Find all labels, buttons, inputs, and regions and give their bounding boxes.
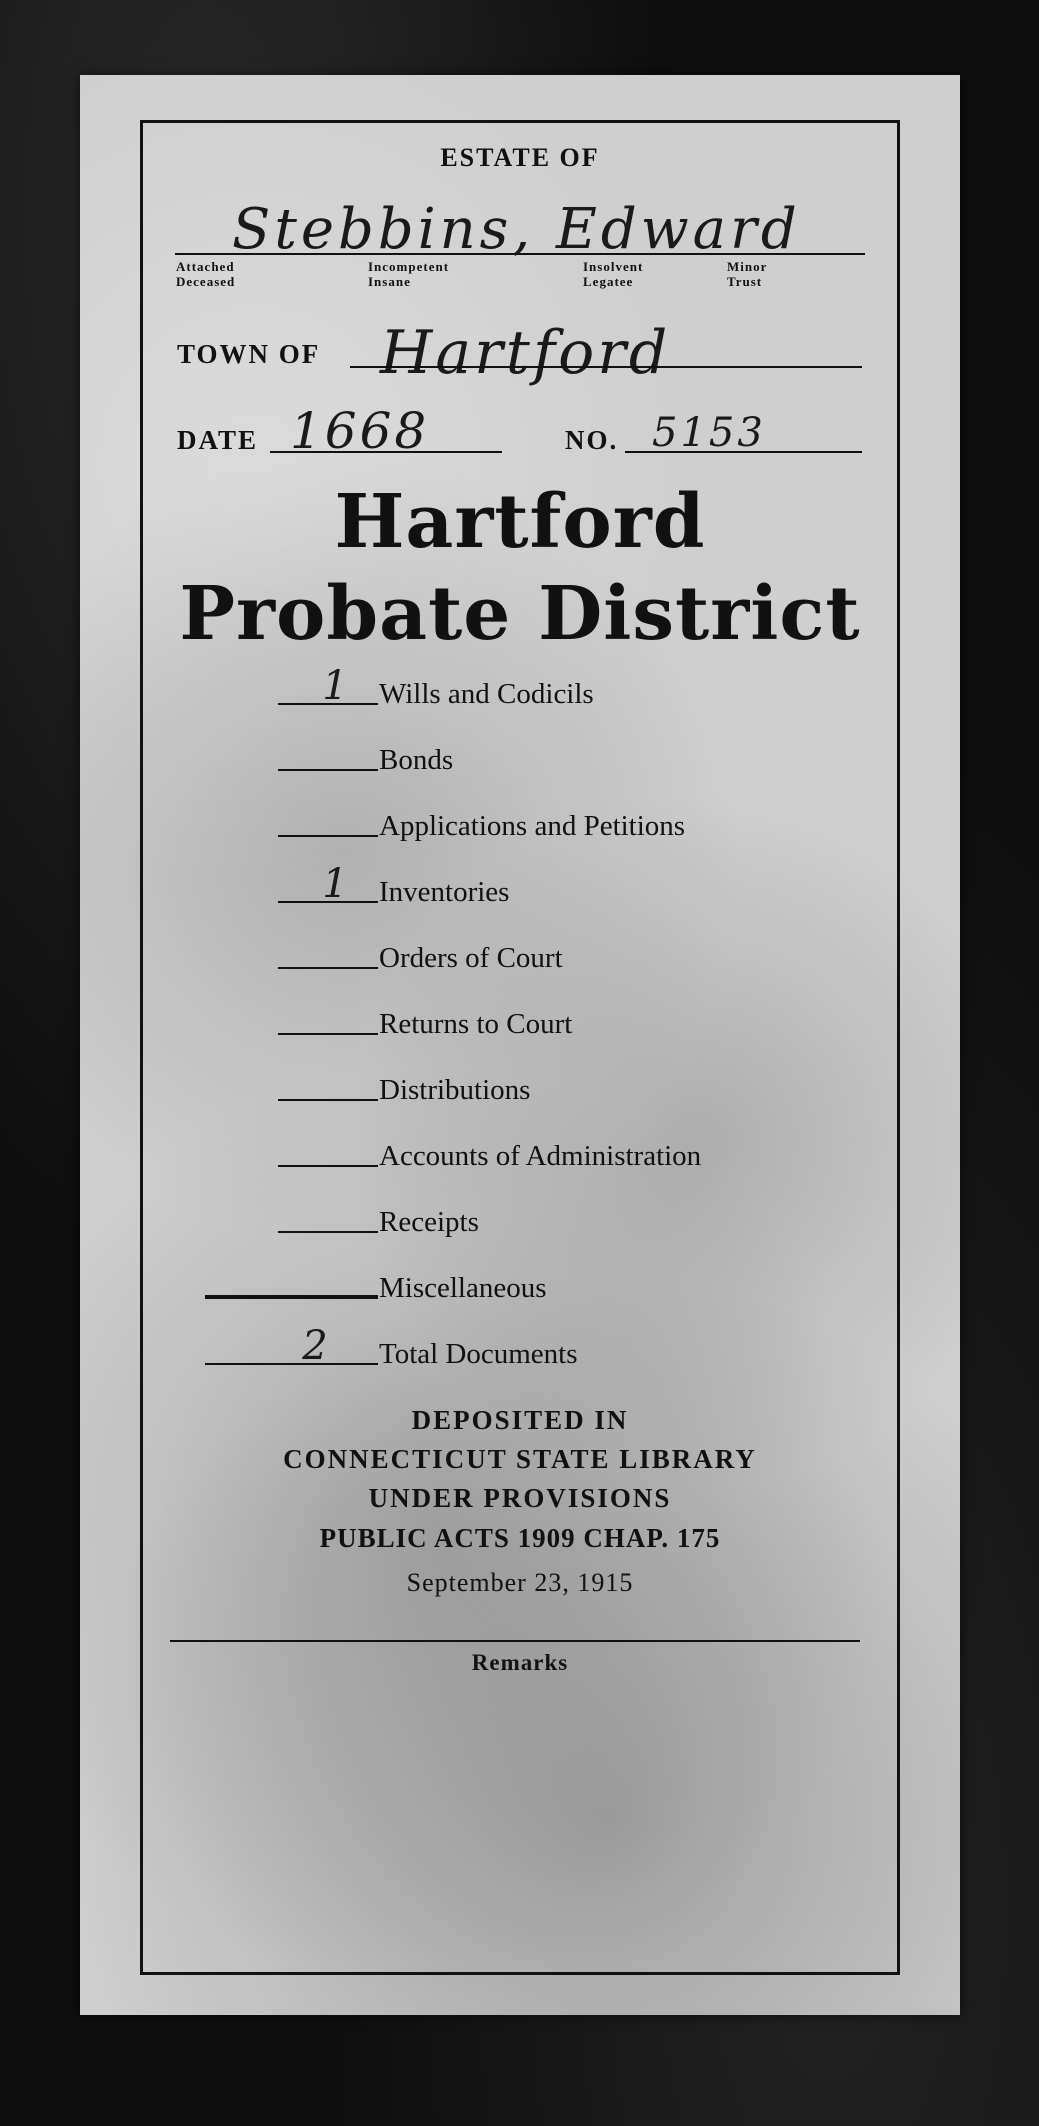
document-row [0, 1325, 900, 1375]
title-probate-district: Probate District [179, 571, 861, 657]
document-count-blank [205, 1295, 378, 1299]
document-row [0, 1193, 900, 1243]
town-label: TOWN OF [177, 339, 321, 369]
deposit-line2: CONNECTICUT STATE LIBRARY [283, 1444, 757, 1474]
document-count-blank [278, 1165, 378, 1167]
document-row [0, 863, 900, 913]
no-rule [625, 451, 862, 453]
remarks-divider [170, 1640, 860, 1642]
document-count-blank [278, 1231, 378, 1233]
document-label: Accounts of Administration [379, 1140, 702, 1172]
document-row [0, 1259, 900, 1309]
document-label: Miscellaneous [379, 1272, 547, 1304]
card-border [140, 120, 900, 1975]
estate-name: Stebbins, Edward [232, 197, 801, 262]
deposit-line3: UNDER PROVISIONS [368, 1483, 672, 1513]
document-count: 1 [322, 663, 348, 709]
deposit-line4: PUBLIC ACTS 1909 CHAP. 175 [319, 1523, 721, 1553]
document-count-blank [278, 769, 378, 771]
document-row [0, 1061, 900, 1111]
document-row [0, 995, 900, 1045]
document-count-blank [278, 967, 378, 969]
document-row [0, 665, 900, 715]
status-labels-minor: Minor Trust [727, 259, 768, 289]
title-hartford: Hartford [334, 479, 706, 565]
document-label: Applications and Petitions [379, 810, 686, 842]
no-label: NO. [565, 425, 619, 455]
deposit-date: September 23, 1915 [406, 1568, 634, 1597]
document-label: Total Documents [379, 1338, 578, 1370]
deposit-line1: DEPOSITED IN [411, 1405, 629, 1435]
town-value: Hartford [380, 318, 671, 388]
status-labels-incompetent: Incompetent Insane [368, 259, 450, 289]
estate-of-label: ESTATE OF [440, 143, 600, 172]
document-row [0, 1127, 900, 1177]
document-label: Orders of Court [379, 942, 563, 974]
document-row [0, 797, 900, 847]
date-rule [270, 451, 502, 453]
town-rule [350, 366, 862, 368]
document-label: Returns to Court [379, 1008, 573, 1040]
document-count-blank [278, 1033, 378, 1035]
document-count: 2 [302, 1323, 328, 1369]
document-label: Distributions [379, 1074, 531, 1106]
date-label: DATE [177, 425, 259, 455]
document-label: Inventories [379, 876, 510, 908]
remarks-label: Remarks [471, 1650, 569, 1675]
document-row [0, 929, 900, 979]
status-labels-insolvent: Insolvent Legatee [583, 259, 644, 289]
date-value: 1668 [290, 402, 430, 460]
document-count-blank [278, 1099, 378, 1101]
document-label: Receipts [379, 1206, 479, 1238]
document-row [0, 731, 900, 781]
document-label: Bonds [379, 744, 454, 776]
document-count: 1 [322, 861, 348, 907]
document-label: Wills and Codicils [379, 678, 594, 710]
estate-name-rule [175, 253, 865, 255]
title-block [140, 478, 900, 658]
no-value: 5153 [652, 410, 766, 456]
document-count-blank [278, 835, 378, 837]
status-labels-attached: Attached Deceased [176, 259, 236, 289]
